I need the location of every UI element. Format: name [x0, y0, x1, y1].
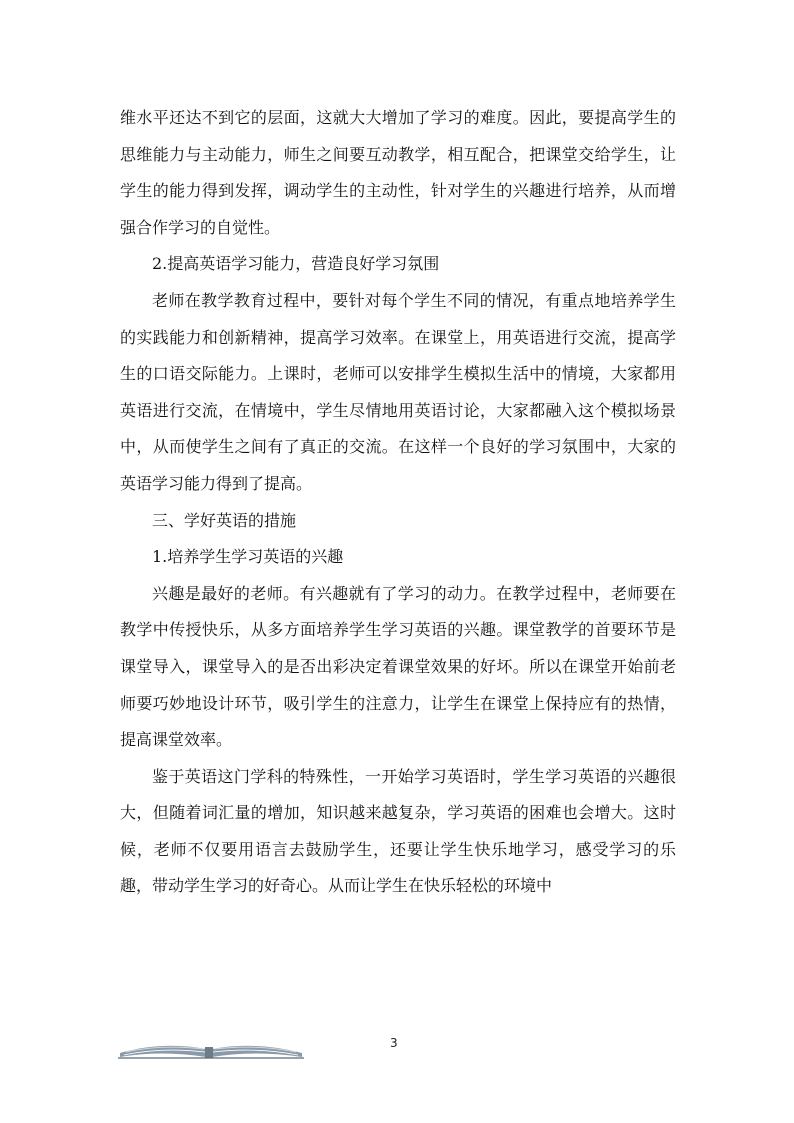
document-body [120, 100, 676, 905]
open-book-icon [116, 1037, 306, 1059]
paragraph: 兴趣是最好的老师。有兴趣就有了学习的动力。在教学过程中，老师要在教学中传授快乐，从多方面培养学生学习英语的兴趣。课堂教学的首要环节是课堂导入，课堂导入的是否出彩决定着课堂效果的好坏。所以在课堂开始前老师要巧妙地设计环节，吸引学生的注意力，让学生在课堂上保持应有的热情，提高课堂效率。 [120, 583, 676, 750]
section-heading-2: 2.提高英语学习能力，营造良好学习氛围 [152, 254, 440, 274]
paragraph-continued: 维水平还达不到它的层面，这就大大增加了学习的难度。因此，要提高学生的思维能力与主动能力，师生之间要互动教学，相互配合，把课堂交给学生，让学生的能力得到发挥，调动学生的主动性，针对学生的兴趣进行培养，从而增强合作学习的自觉性。 [120, 108, 676, 237]
page-number: 3 [390, 1036, 398, 1050]
paragraph: 老师在教学教育过程中，要针对每个学生不同的情况，有重点地培养学生的实践能力和创新精神，提高学习效率。在课堂上，用英语进行交流，提高学生的口语交际能力。上课时，老师可以安排学生模拟生活中的情境，大家都用英语进行交流，在情境中，学生尽情地用英语讨论，大家都融入这个模拟场景中，从而使学生之间有了真正的交流。在这样一个良好的学习氛围中，大家的英语学习能力得到了提高。 [120, 290, 676, 493]
section-heading-1: 1.培养学生学习英语的兴趣 [152, 547, 344, 567]
paragraph: 鉴于英语这门学科的特殊性，一开始学习英语时，学生学习英语的兴趣很大，但随着词汇量的增加，知识越来越复杂，学习英语的困难也会增大。这时候，老师不仅要用语言去鼓励学生，还要让学生快乐地学习，感受学习的乐趣，带动学生学习的好奇心。从而让学生在快乐轻松的环境中 [120, 766, 676, 896]
chapter-heading-3: 三、学好英语的措施 [152, 510, 297, 530]
